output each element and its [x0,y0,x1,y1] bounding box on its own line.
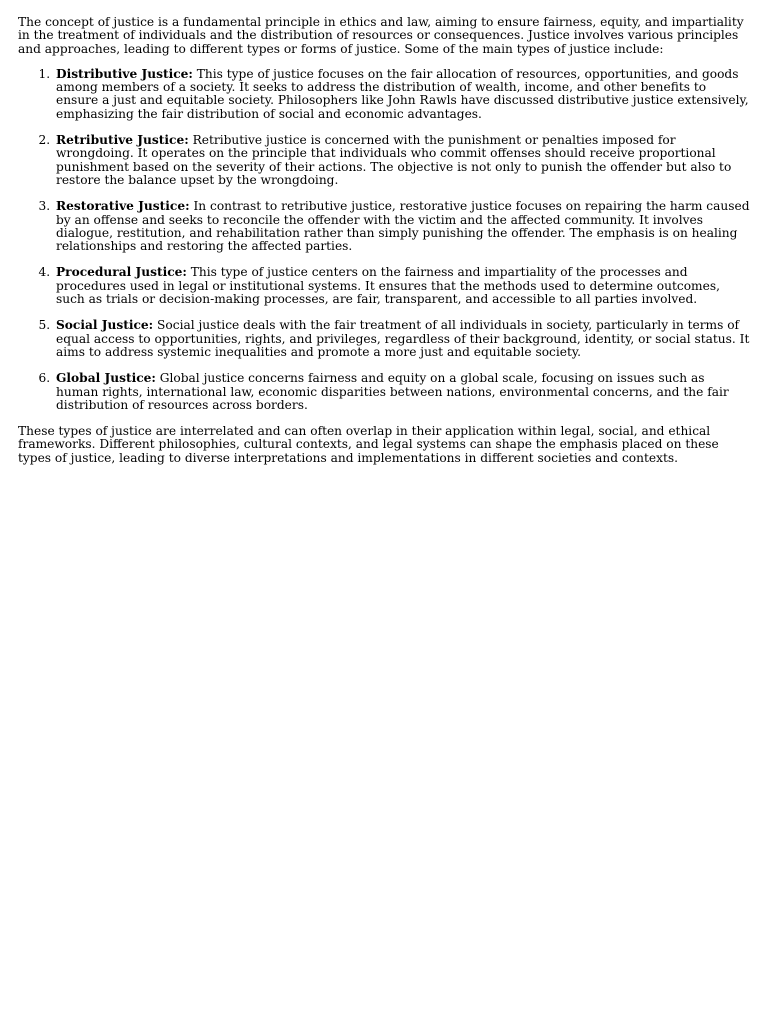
list-item-term: Restorative Justice: [56,199,190,214]
list-item-text: Retributive justice is concerned with the punishment or penalties imposed for wrongdoing. It operates on the principle that individuals who commit offenses should receive proportional punishment based on the severity of their actions. The objective is not only to punish the offender but also to restore the balance upset by the wrongdoing. [56,133,732,187]
list-item [54,68,750,121]
conclusion-paragraph: These types of justice are interrelated and can often overlap in their application within legal, social, and ethical frameworks. Different philosophies, cultural contexts, and legal systems can shape the emphasis placed on these types of justice, leading to diverse interpretations and implementations in different societies and contexts. [18,424,719,465]
list-item [54,266,750,306]
list-item-term: Procedural Justice: [56,265,187,280]
list-item-text: This type of justice focuses on the fair allocation of resources, opportunities, and goods among members of a society. It seeks to address the distribution of wealth, income, and other benefits to ensure a just and equitable society. Philosophers like John Rawls have discussed distributive justice extensively, emphasizing the fair distribution of social and economic advantages. [56,66,749,121]
list-item [54,372,750,412]
document-body [18,16,750,465]
justice-types-list [18,68,750,412]
list-item-text: This type of justice centers on the fairness and impartiality of the processes and procedures used in legal or institutional systems. It ensures that the methods used to determine outcomes, such as trials or decision-making processes, are fair, transparent, and accessible to all parties involved. [56,265,720,307]
list-item-text: Social justice deals with the fair treatment of all individuals in society, particularly in terms of equal access to opportunities, rights, and privileges, regardless of their background, identity, or social status. It aims to address systemic inequalities and promote a more just and equitable society. [56,318,750,359]
list-item-term: Distributive Justice: [56,66,193,81]
list-item-text: Global justice concerns fairness and equity on a global scale, focusing on issues such as human rights, international law, economic disparities between nations, environmental concerns, and the fair distribution of resources across borders. [56,371,729,412]
list-item [54,134,750,187]
list-item-term: Retributive Justice: [56,133,189,148]
list-item-text: In contrast to retributive justice, restorative justice focuses on repairing the harm caused by an offense and seeks to reconcile the offender with the victim and the affected community. It involves dialogue, restitution, and rehabilitation rather than simply punishing the offender. The emphasis is on healing relationships and restoring the affected parties. [56,199,750,254]
list-item [54,319,750,359]
list-item [54,200,750,253]
list-item-term: Global Justice: [56,371,156,386]
list-item-term: Social Justice: [56,318,154,333]
intro-paragraph: The concept of justice is a fundamental principle in ethics and law, aiming to ensure fairness, equity, and impartiality in the treatment of individuals and the distribution of resources or consequences. Justice involves various principles and approaches, leading to different types or forms of justice. Some of the main types of justice include: [18,15,744,56]
